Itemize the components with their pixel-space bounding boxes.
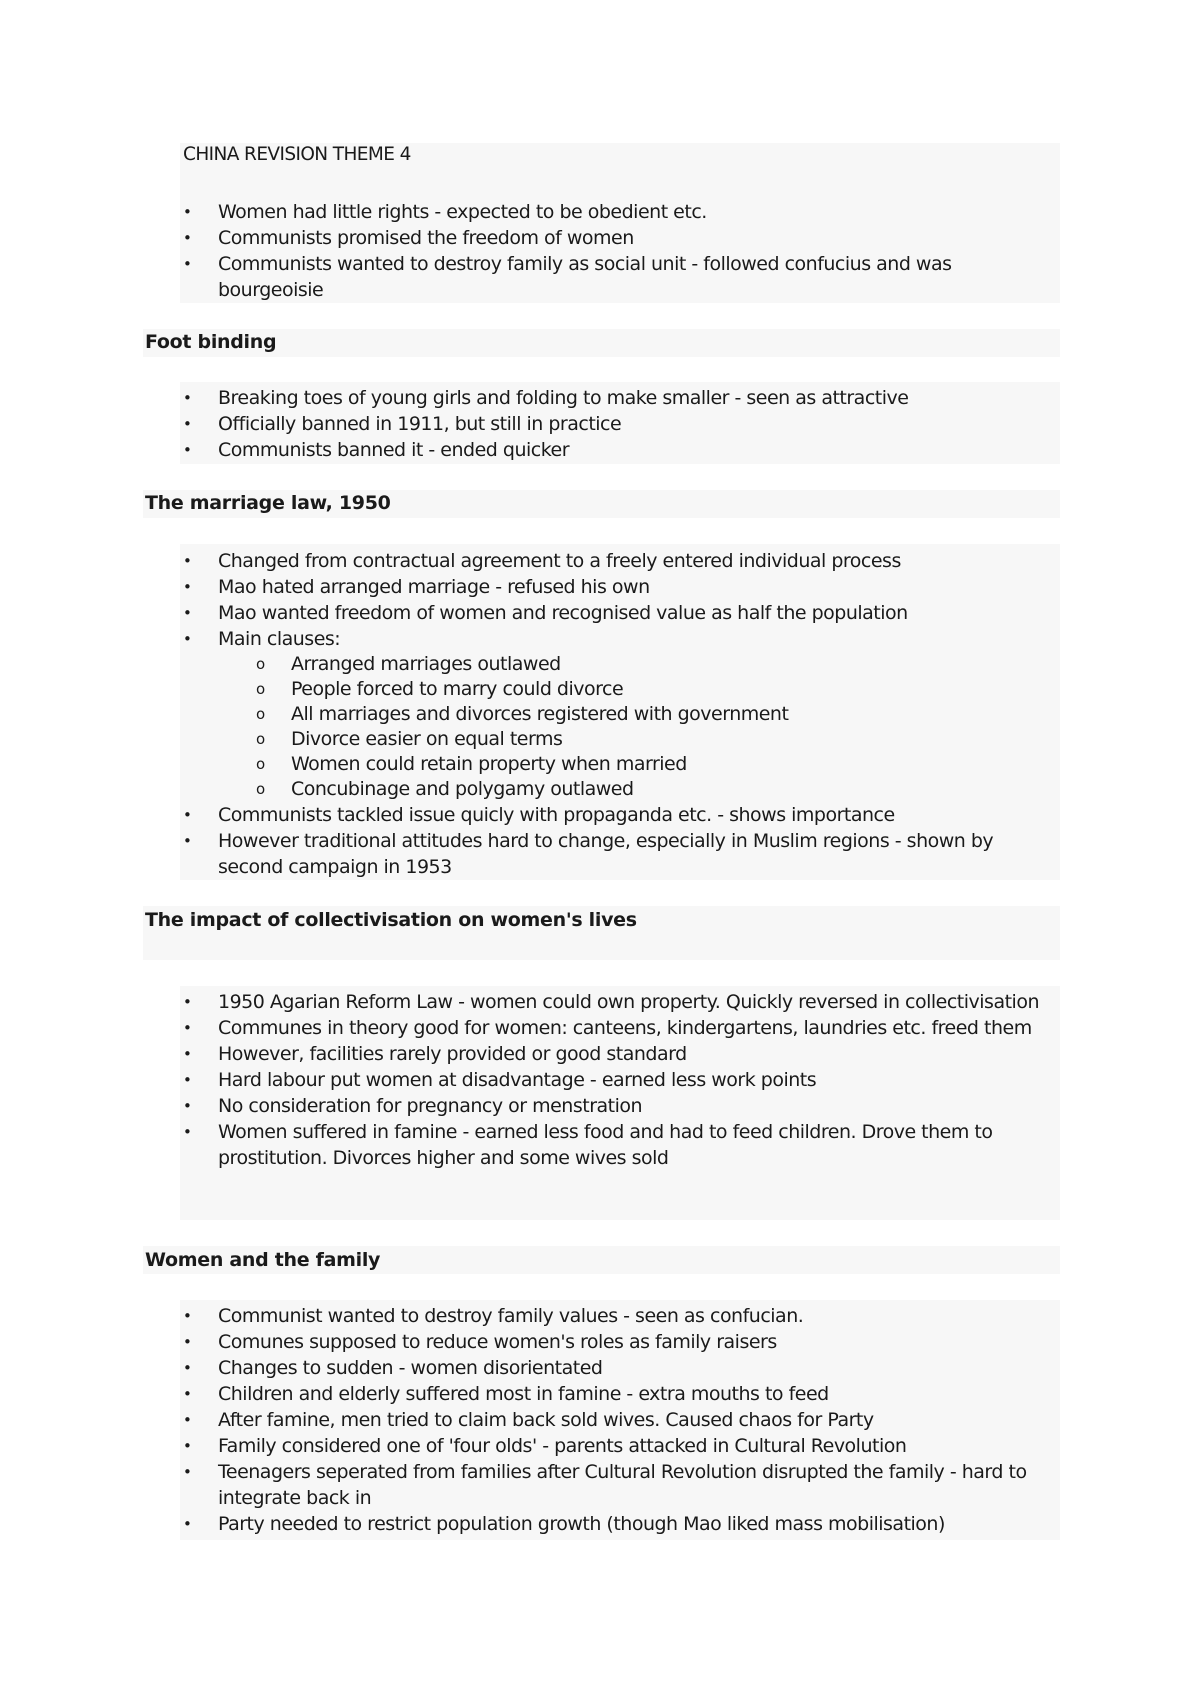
list-item: • Women had little rights - expected to be obedient etc. — [0, 199, 1048, 225]
list-item: • However traditional attitudes hard to change, especially in Muslim regions - shown by second campaign in 1953 — [0, 828, 1048, 880]
list-item: • Communist wanted to destroy family values - seen as confucian. — [0, 1303, 1048, 1329]
list-item: • However, facilities rarely provided or good standard — [0, 1041, 1048, 1067]
list-item: • Women suffered in famine - earned less food and had to feed children. Drove them to prostitution. Divorces higher and some wives sold — [0, 1119, 1048, 1171]
list-item: • Mao wanted freedom of women and recognised value as half the population — [0, 600, 1048, 626]
marriage-law-list — [0, 548, 1048, 880]
list-item: • No consideration for pregnancy or menstration — [0, 1093, 1048, 1119]
clauses-sublist — [218, 652, 1048, 802]
document-title: CHINA REVISION THEME 4 — [183, 144, 411, 165]
foot-binding-list — [0, 385, 1048, 463]
list-item: • Family considered one of 'four olds' - parents attacked in Cultural Revolution — [0, 1433, 1048, 1459]
shade-foot-heading — [143, 329, 1060, 357]
list-item: • Communists wanted to destroy family as social unit - followed confucius and was bourgeoisie — [0, 251, 1048, 303]
list-item: • Changed from contractual agreement to a freely entered individual process — [0, 548, 1048, 574]
list-item: • Mao hated arranged marriage - refused his own — [0, 574, 1048, 600]
list-item: • Changes to sudden - women disorientated — [0, 1355, 1048, 1381]
list-item: • Officially banned in 1911, but still in practice — [0, 411, 1048, 437]
family-list — [0, 1303, 1048, 1537]
list-item: • Party needed to restrict population growth (though Mao liked mass mobilisation) — [0, 1511, 1048, 1537]
list-item: • Breaking toes of young girls and folding to make smaller - seen as attractive — [0, 385, 1048, 411]
list-item: • 1950 Agarian Reform Law - women could own property. Quickly reversed in collectivisation — [0, 989, 1048, 1015]
sublist-item: o Women could retain property when married — [218, 752, 1031, 777]
section-heading-foot-binding: Foot binding — [145, 331, 277, 353]
list-item: • Children and elderly suffered most in famine - extra mouths to feed — [0, 1381, 1048, 1407]
list-item: • After famine, men tried to claim back sold wives. Caused chaos for Party — [0, 1407, 1048, 1433]
list-item: • Communists promised the freedom of women — [0, 225, 1048, 251]
intro-list — [0, 199, 1048, 303]
sublist-item: o Divorce easier on equal terms — [218, 727, 1031, 752]
list-item: • Comunes supposed to reduce women's roles as family raisers — [0, 1329, 1048, 1355]
collectivisation-list — [0, 989, 1048, 1171]
list-item: • Hard labour put women at disadvantage - earned less work points — [0, 1067, 1048, 1093]
section-heading-marriage-law: The marriage law, 1950 — [145, 492, 391, 514]
section-heading-collectivisation: The impact of collectivisation on women's lives — [145, 909, 637, 931]
list-item — [0, 626, 1048, 802]
sublist-item: o Arranged marriages outlawed — [218, 652, 1031, 677]
sublist-item: o People forced to marry could divorce — [218, 677, 1031, 702]
sublist-item: o Concubinage and polygamy outlawed — [218, 777, 1031, 802]
list-item: • Communists banned it - ended quicker — [0, 437, 1048, 463]
main-clauses-label: Main clauses: — [218, 628, 341, 650]
list-item: • Communists tackled issue quicly with propaganda etc. - shows importance — [0, 802, 1048, 828]
list-item: • Communes in theory good for women: canteens, kindergartens, laundries etc. freed them — [0, 1015, 1048, 1041]
sublist-item: o All marriages and divorces registered with government — [218, 702, 1031, 727]
section-heading-family: Women and the family — [145, 1249, 381, 1271]
list-item: • Teenagers seperated from families after Cultural Revolution disrupted the family - hard to integrate back in — [0, 1459, 1048, 1511]
